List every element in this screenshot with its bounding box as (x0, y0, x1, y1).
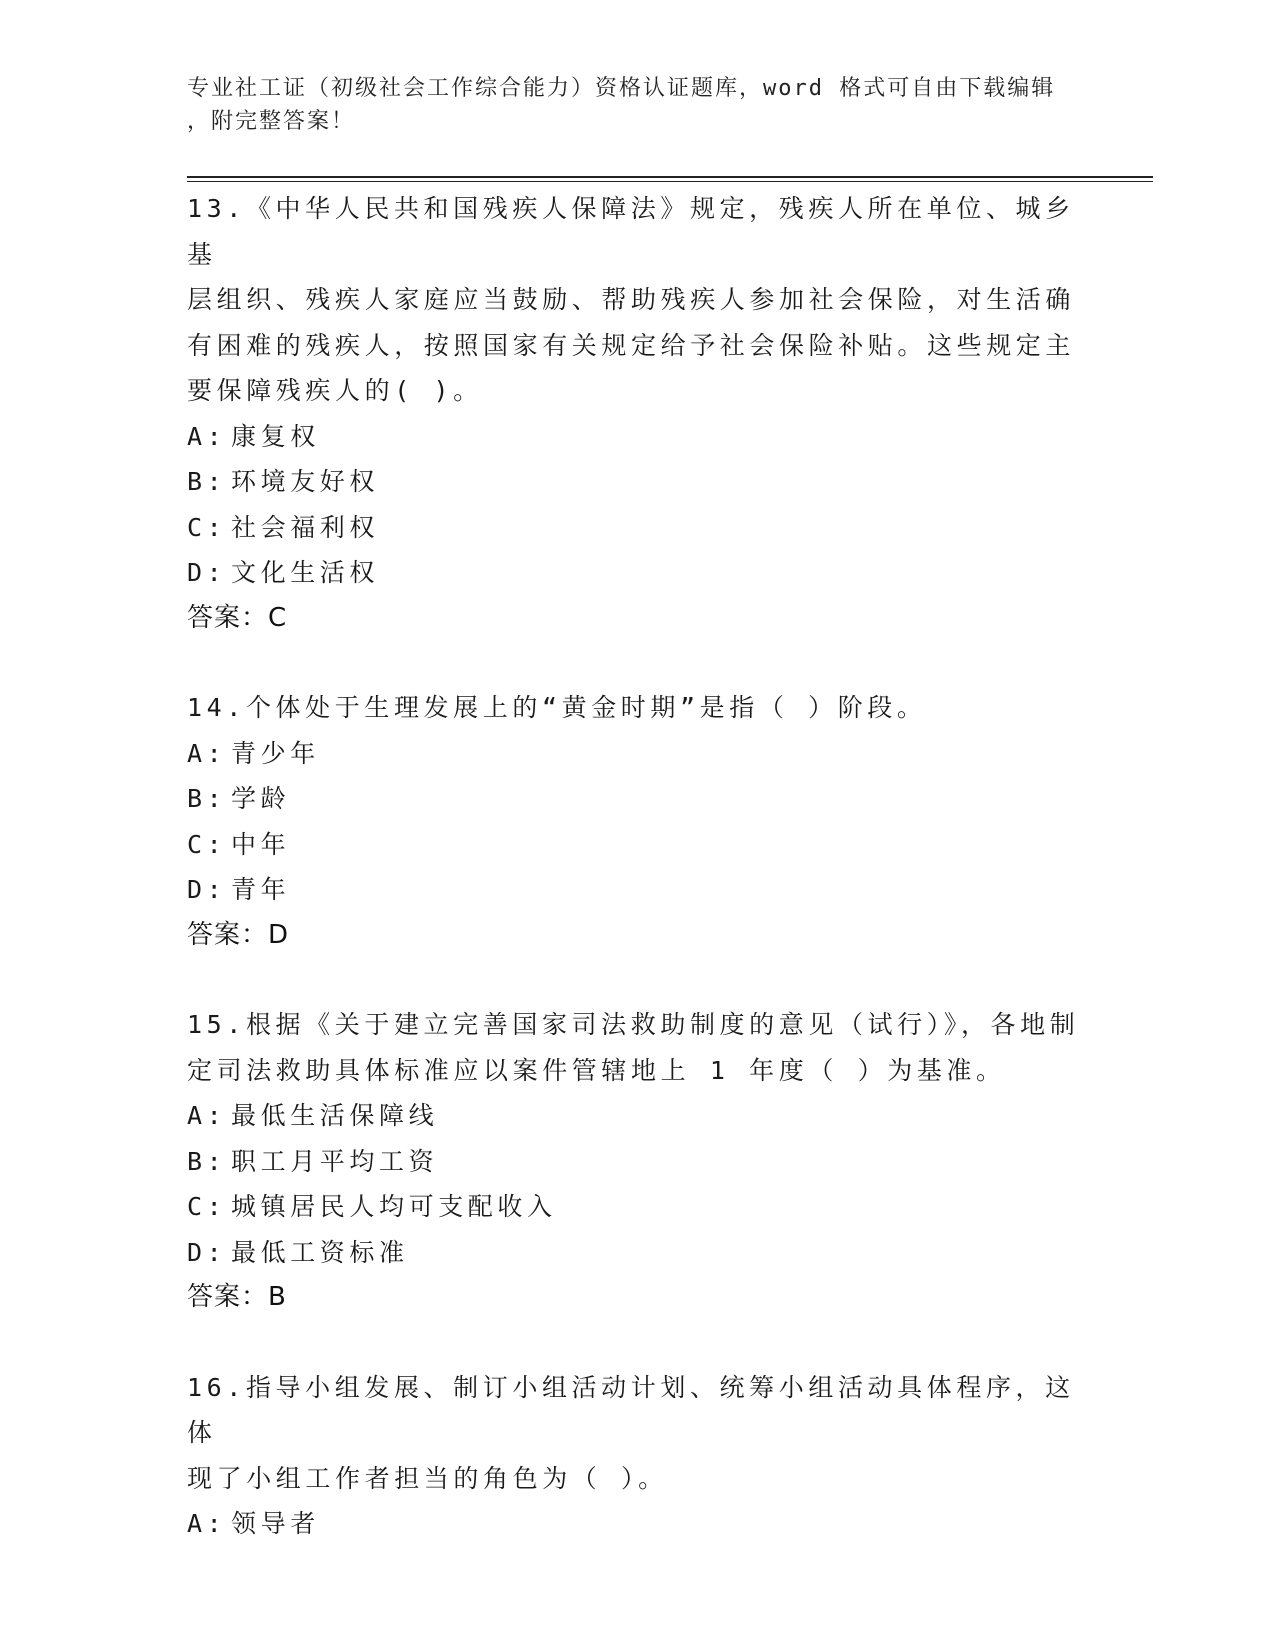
option-text: 环境友好权 (231, 467, 380, 496)
option-text: 康复权 (231, 421, 320, 451)
option-a (187, 1501, 1087, 1547)
option-text: 文化生活权 (231, 558, 380, 587)
option-letter: A: (187, 1101, 227, 1130)
option-letter: A: (187, 1509, 227, 1538)
option-d (187, 867, 1087, 913)
document-header (187, 72, 1087, 138)
option-d (187, 1230, 1087, 1276)
question-stem-line: 现了小组工作者担当的角色为（ ）。 (187, 1463, 668, 1493)
option-letter: D: (187, 558, 227, 587)
answer-line: 答案：B (187, 1282, 287, 1312)
option-text: 职工月平均工资 (231, 1146, 439, 1176)
option-text: 城镇居民人均可支配收入 (231, 1192, 557, 1221)
option-text: 领导者 (231, 1509, 320, 1538)
question-stem-line: 15.根据《关于建立完善国家司法救助制度的意见（试行）》，各地制 (187, 1010, 1080, 1039)
question-stem-line: 层组织、残疾人家庭应当鼓励、帮助残疾人参加社会保险，对生活确 (187, 285, 1076, 314)
answer-line: 答案：D (187, 919, 290, 950)
option-letter: B: (187, 467, 227, 496)
option-a (187, 731, 1087, 777)
option-letter: C: (187, 829, 227, 859)
header-line-1: 专业社工证（初级社会工作综合能力）资格认证题库，word 格式可自由下载编辑 (187, 76, 1056, 101)
header-line-2: ，附完整答案！ (187, 109, 356, 134)
question-stem-line: 14.个体处于生理发展上的“黄金时期”是指（ ）阶段。 (187, 693, 927, 722)
question-stem-line: 13.《中华人民共和国残疾人保障法》规定，残疾人所在单位、城乡基 (187, 194, 1075, 269)
answer-line: 答案：C (187, 602, 288, 633)
option-text: 青少年 (231, 738, 320, 768)
question-15 (187, 1002, 1087, 1321)
option-letter: B: (187, 784, 227, 813)
option-text: 社会福利权 (231, 512, 380, 542)
option-d (187, 550, 1087, 596)
option-letter: B: (187, 1146, 227, 1176)
option-text: 最低生活保障线 (231, 1101, 439, 1130)
option-letter: C: (187, 512, 227, 542)
question-13 (187, 186, 1087, 641)
question-stem-line: 16.指导小组发展、制订小组活动计划、统筹小组活动具体程序，这体 (187, 1372, 1075, 1447)
question-stem-line: 要保障残疾人的( )。 (187, 376, 483, 405)
option-text: 青年 (231, 875, 291, 904)
header-divider-thick (187, 176, 1153, 178)
option-c (187, 822, 1087, 868)
option-letter: D: (187, 1237, 227, 1267)
question-16 (187, 1365, 1087, 1547)
question-stem-line: 定司法救助具体标准应以案件管辖地上 1 年度（ ）为基准。 (187, 1055, 1006, 1085)
header-divider-thin (187, 181, 1153, 182)
question-stem-line: 有困难的残疾人，按照国家有关规定给予社会保险补贴。这些规定主 (187, 330, 1076, 360)
option-b (187, 1139, 1087, 1185)
option-b (187, 459, 1087, 505)
option-text: 最低工资标准 (231, 1237, 409, 1267)
option-text: 中年 (231, 829, 291, 859)
option-c (187, 1184, 1087, 1230)
question-14 (187, 685, 1087, 958)
option-letter: A: (187, 421, 227, 451)
option-c (187, 505, 1087, 551)
option-text: 学龄 (231, 784, 291, 813)
option-letter: C: (187, 1192, 227, 1221)
option-letter: D: (187, 875, 227, 904)
option-a (187, 414, 1087, 460)
option-b (187, 776, 1087, 822)
question-list (187, 186, 1087, 1591)
option-a (187, 1093, 1087, 1139)
option-letter: A: (187, 738, 227, 768)
